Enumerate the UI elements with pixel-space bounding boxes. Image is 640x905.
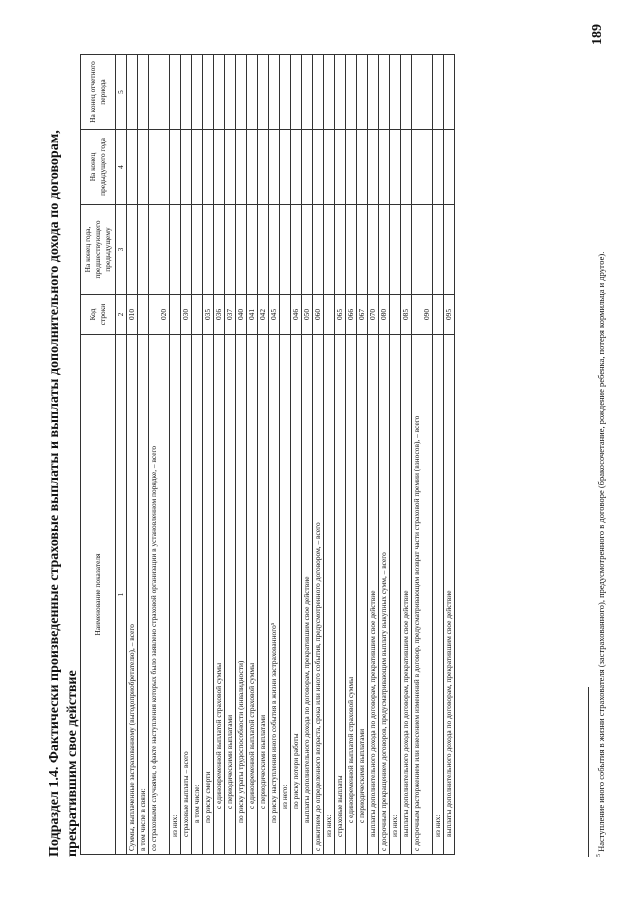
value-cell (258, 55, 269, 130)
row-code-cell: 045 (269, 295, 280, 335)
section-title: Подраздел 1.4. Фактически произведенные страховые выплаты и выплаты дополнительного дохода по договорам, прекратившим свое действие (47, 130, 80, 857)
value-cell (225, 55, 236, 130)
indicator-name-cell: с периодическими выплатами (258, 335, 269, 855)
value-cell (324, 130, 335, 205)
value-cell (214, 205, 225, 295)
indicator-name-cell: в том числе: (192, 335, 203, 855)
table-row (390, 55, 401, 855)
value-cell (127, 130, 138, 205)
value-cell (236, 55, 247, 130)
table-row (291, 55, 302, 855)
value-cell (247, 55, 258, 130)
indicator-name-cell: с досрочным прекращением договоров, предусматривающим выплату выкупных сумм, – всего (379, 335, 390, 855)
row-code-cell: 042 (258, 295, 269, 335)
value-cell (368, 205, 379, 295)
table-row (258, 55, 269, 855)
payments-table (80, 54, 455, 855)
indicator-name-cell: из него: (280, 335, 291, 855)
value-cell (149, 55, 170, 130)
column-number: 4 (116, 130, 127, 205)
value-cell (444, 205, 455, 295)
table-row (313, 55, 324, 855)
value-cell (412, 205, 433, 295)
value-cell (138, 55, 149, 130)
value-cell (335, 55, 346, 130)
value-cell (390, 55, 401, 130)
indicator-name-cell: с досрочным расторжением или внесением изменений в договор, предусматривающим возврат части страховой премии (взносов), – всего (412, 335, 433, 855)
row-code-cell: 085 (401, 295, 412, 335)
page-number: 189 (590, 24, 605, 45)
value-cell (346, 130, 357, 205)
value-cell (181, 130, 192, 205)
indicator-name-cell: выплаты дополнительного дохода по договорам, прекратившим свое действие (401, 335, 412, 855)
indicator-name-cell: с единовременной выплатой страховой суммы (346, 335, 357, 855)
row-code-cell: 050 (302, 295, 313, 335)
value-cell (379, 130, 390, 205)
row-code-cell: 010 (127, 295, 138, 335)
value-cell (390, 130, 401, 205)
indicator-name-cell: страховые выплаты – всего (181, 335, 192, 855)
value-cell (149, 130, 170, 205)
row-code-cell: 080 (379, 295, 390, 335)
value-cell (181, 55, 192, 130)
indicator-name-cell: со страховыми случаями, о факте наступления которых было заявлено страховой организации в установленном порядке, – всего (149, 335, 170, 855)
value-cell (291, 205, 302, 295)
row-code-cell: 046 (291, 295, 302, 335)
table-row (149, 55, 170, 855)
value-cell (346, 55, 357, 130)
value-cell (214, 55, 225, 130)
value-cell (225, 205, 236, 295)
column-number: 5 (116, 55, 127, 130)
row-code-cell: 090 (412, 295, 433, 335)
value-cell (192, 130, 203, 205)
value-cell (138, 130, 149, 205)
indicator-name-cell: по риску наступления иного события в жизни застрахованного⁵ (269, 335, 280, 855)
table-row (203, 55, 214, 855)
row-code-cell: 030 (181, 295, 192, 335)
table-row (433, 55, 444, 855)
value-cell (444, 130, 455, 205)
value-cell (291, 55, 302, 130)
row-code-cell (433, 295, 444, 335)
header-row (81, 55, 116, 855)
table-row (324, 55, 335, 855)
value-cell (379, 205, 390, 295)
value-cell (269, 205, 280, 295)
row-code-cell: 041 (247, 295, 258, 335)
table-row (225, 55, 236, 855)
row-code-cell: 035 (203, 295, 214, 335)
value-cell (357, 205, 368, 295)
value-cell (225, 130, 236, 205)
value-cell (181, 205, 192, 295)
column-number: 3 (116, 205, 127, 295)
table-row (181, 55, 192, 855)
value-cell (291, 130, 302, 205)
value-cell (302, 55, 313, 130)
indicator-name-cell: по риску смерти (203, 335, 214, 855)
value-cell (203, 55, 214, 130)
value-cell (170, 130, 181, 205)
footnote-divider (588, 687, 589, 857)
indicator-name-cell: выплаты дополнительного дохода по договорам, прекратившим свое действие (444, 335, 455, 855)
table-row (346, 55, 357, 855)
table-row (247, 55, 258, 855)
value-cell (379, 55, 390, 130)
row-code-cell (138, 295, 149, 335)
indicator-name-cell: с дожитием до определенного возраста, срока или иного события, предусмотренного договором, – всего (313, 335, 324, 855)
table-row (236, 55, 247, 855)
indicator-name-cell: выплаты дополнительного дохода по договорам, прекратившим свое действие (368, 335, 379, 855)
header-reporting-period: На конец отчетного периода (81, 55, 116, 130)
table-row (335, 55, 346, 855)
value-cell (324, 205, 335, 295)
value-cell (412, 130, 433, 205)
table-body (127, 55, 455, 855)
value-cell (192, 205, 203, 295)
table-row (214, 55, 225, 855)
row-code-cell: 065 (335, 295, 346, 335)
value-cell (313, 55, 324, 130)
row-code-cell: 070 (368, 295, 379, 335)
table-row (127, 55, 138, 855)
value-cell (192, 55, 203, 130)
value-cell (302, 205, 313, 295)
value-cell (280, 130, 291, 205)
value-cell (412, 55, 433, 130)
value-cell (433, 130, 444, 205)
value-cell (149, 205, 170, 295)
indicator-name-cell: страховые выплаты (335, 335, 346, 855)
value-cell (368, 130, 379, 205)
row-code-cell (170, 295, 181, 335)
column-number: 1 (116, 335, 127, 855)
value-cell (247, 205, 258, 295)
table-row (401, 55, 412, 855)
header-row-code: Код строки (81, 295, 116, 335)
indicator-name-cell: в том числе в связи: (138, 335, 149, 855)
header-year-before-previous: На конец года, предшествующего предыдущему (81, 205, 116, 295)
value-cell (313, 205, 324, 295)
row-code-cell (324, 295, 335, 335)
value-cell (203, 130, 214, 205)
row-code-cell: 020 (149, 295, 170, 335)
value-cell (127, 205, 138, 295)
indicator-name-cell: с периодическими выплатами (225, 335, 236, 855)
value-cell (203, 205, 214, 295)
value-cell (269, 55, 280, 130)
footnote-mark: 5 (596, 854, 602, 857)
value-cell (444, 55, 455, 130)
indicator-name-cell: Суммы, выплаченные застрахованному (выгодоприобретателю), – всего (127, 335, 138, 855)
header-indicator-name: Наименование показателя (81, 335, 116, 855)
table-row (368, 55, 379, 855)
indicator-name-cell: из них: (433, 335, 444, 855)
value-cell (247, 130, 258, 205)
value-cell (357, 55, 368, 130)
table-row (280, 55, 291, 855)
table-row (302, 55, 313, 855)
table-row (192, 55, 203, 855)
value-cell (401, 130, 412, 205)
value-cell (335, 205, 346, 295)
value-cell (236, 130, 247, 205)
row-code-cell (390, 295, 401, 335)
value-cell (390, 205, 401, 295)
value-cell (302, 130, 313, 205)
table-row (444, 55, 455, 855)
indicator-name-cell: с периодическими выплатами (357, 335, 368, 855)
table-row (138, 55, 149, 855)
row-code-cell (192, 295, 203, 335)
table-row (170, 55, 181, 855)
value-cell (313, 130, 324, 205)
header-previous-year: На конец предыдущего года (81, 130, 116, 205)
value-cell (346, 205, 357, 295)
footnote-text: Наступление иного события в жизни страхователя (застрахованного), предусмотренного в договоре (бракосочетание, рождение ребенка, потеря кормильца и другое). (595, 251, 606, 852)
indicator-name-cell: из них: (324, 335, 335, 855)
indicator-name-cell: выплаты дополнительного дохода по договорам, прекратившим свое действие (302, 335, 313, 855)
indicator-name-cell: по риску утраты трудоспособности (инвалидности) (236, 335, 247, 855)
value-cell (368, 55, 379, 130)
value-cell (170, 205, 181, 295)
table-row (412, 55, 433, 855)
row-code-cell: 067 (357, 295, 368, 335)
footnote (594, 57, 607, 857)
value-cell (236, 205, 247, 295)
value-cell (280, 55, 291, 130)
value-cell (401, 55, 412, 130)
indicator-name-cell: из них: (390, 335, 401, 855)
row-code-cell: 060 (313, 295, 324, 335)
row-code-cell: 037 (225, 295, 236, 335)
table-row (379, 55, 390, 855)
row-code-cell: 040 (236, 295, 247, 335)
row-code-cell: 036 (214, 295, 225, 335)
value-cell (258, 205, 269, 295)
value-cell (433, 205, 444, 295)
value-cell (324, 55, 335, 130)
table-row (269, 55, 280, 855)
column-number: 2 (116, 295, 127, 335)
indicator-name-cell: с единовременной выплатой страховой суммы (247, 335, 258, 855)
indicator-name-cell: с единовременной выплатой страховой суммы (214, 335, 225, 855)
value-cell (433, 55, 444, 130)
value-cell (269, 130, 280, 205)
indicator-name-cell: из них: (170, 335, 181, 855)
value-cell (127, 55, 138, 130)
value-cell (280, 205, 291, 295)
value-cell (170, 55, 181, 130)
indicator-name-cell: по риску потери работы (291, 335, 302, 855)
value-cell (214, 130, 225, 205)
row-code-cell: 066 (346, 295, 357, 335)
row-code-cell (280, 295, 291, 335)
value-cell (357, 130, 368, 205)
column-number-row (116, 55, 127, 855)
value-cell (335, 130, 346, 205)
value-cell (138, 205, 149, 295)
table-row (357, 55, 368, 855)
row-code-cell: 095 (444, 295, 455, 335)
value-cell (258, 130, 269, 205)
value-cell (401, 205, 412, 295)
